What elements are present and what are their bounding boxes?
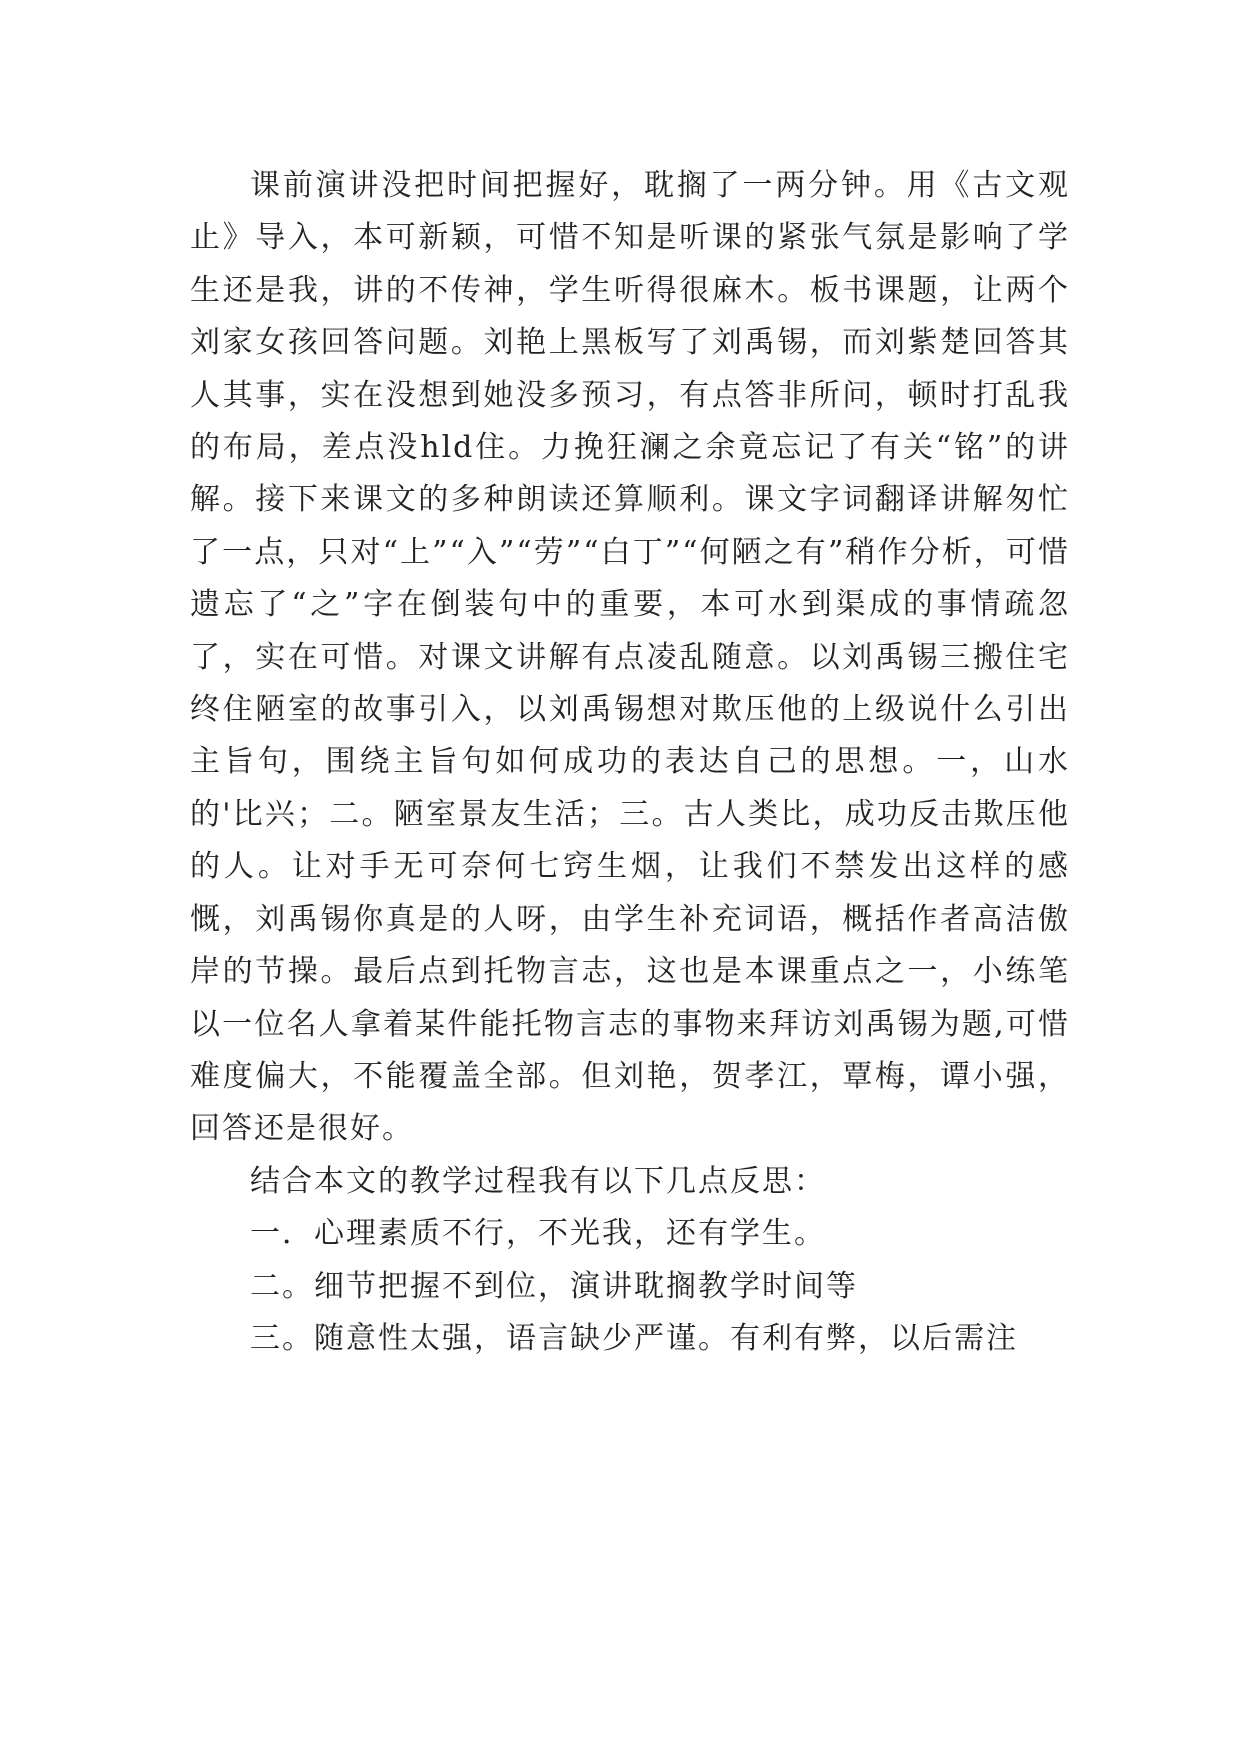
paragraph-reflection-3: 三。随意性太强，语言缺少严谨。有利有弊，以后需注 bbox=[250, 1320, 1018, 1356]
paragraph-reflection-2: 二。细节把握不到位，演讲耽搁教学时间等 bbox=[250, 1268, 858, 1304]
document-body bbox=[190, 160, 1070, 1365]
paragraph-reflection-intro: 结合本文的教学过程我有以下几点反思： bbox=[250, 1163, 826, 1199]
paragraph-reflection-1: 一．心理素质不行，不光我，还有学生。 bbox=[250, 1216, 826, 1252]
paragraph-lesson-review: 课前演讲没把时间把握好，耽搁了一两分钟。用《古文观止》导入，本可新颖，可惜不知是听课的紧张气氛是影响了学生还是我，讲的不传神，学生听得很麻木。板书课题，让两个刘家女孩回答问题。刘艳上黑板写了刘禹锡，而刘紫楚回答其人其事，实在没想到她没多预习，有点答非所问，顿时打乱我的布局，差点没hld住。力挽狂澜之余竟忘记了有关“铭”的讲解。接下来课文的多种朗读还算顺利。课文字词翻译讲解匆忙了一点，只对“上”“入”“劳”“白丁”“何陋之有”稍作分析，可惜遗忘了“之”字在倒装句中的重要，本可水到渠成的事情疏忽了，实在可惜。对课文讲解有点凌乱随意。以刘禹锡三搬住宅终住陋室的故事引入，以刘禹锡想对欺压他的上级说什么引出主旨句，围绕主旨句如何成功的表达自己的思想。一，山水的'比兴；二。陋室景友生活；三。古人类比，成功反击欺压他的人。让对手无可奈何七窍生烟，让我们不禁发出这样的感慨，刘禹锡你真是的人呀，由学生补充词语，概括作者高洁傲岸的节操。最后点到托物言志，这也是本课重点之一，小练笔以一位名人拿着某件能托物言志的事物来拜访刘禹锡为题,可惜难度偏大，不能覆盖全部。但刘艳，贺孝江，覃梅，谭小强，回答还是很好。 bbox=[190, 168, 1070, 1147]
